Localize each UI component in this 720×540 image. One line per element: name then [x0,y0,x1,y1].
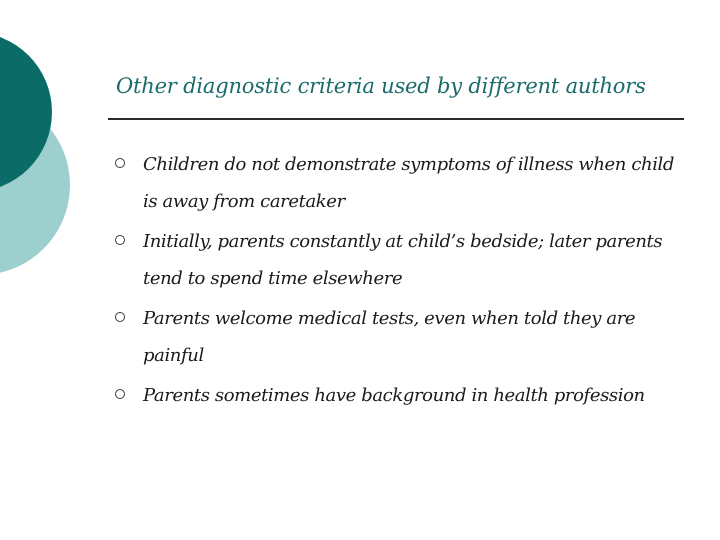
bullet-text: Initially, parents constantly at child’s bedside; later parents tend to spend time elsewhere [143,231,663,289]
bullet-list [112,146,692,417]
bullet-item [112,377,692,414]
title-divider [108,118,684,120]
hollow-circle-icon [115,235,125,245]
hollow-circle-icon [115,389,125,399]
hollow-circle-icon [115,312,125,322]
hollow-circle-icon [115,158,125,168]
bullet-text: Children do not demonstrate symptoms of illness when child is away from caretaker [143,154,675,212]
bullet-text: Parents welcome medical tests, even when told they are painful [143,308,636,366]
bullet-text: Parents sometimes have background in health profession [143,385,645,406]
bullet-item [112,223,692,297]
bullet-item [112,146,692,220]
slide-title: Other diagnostic criteria used by different authors [116,74,646,98]
bullet-item [112,300,692,374]
decorative-circles [0,0,120,300]
